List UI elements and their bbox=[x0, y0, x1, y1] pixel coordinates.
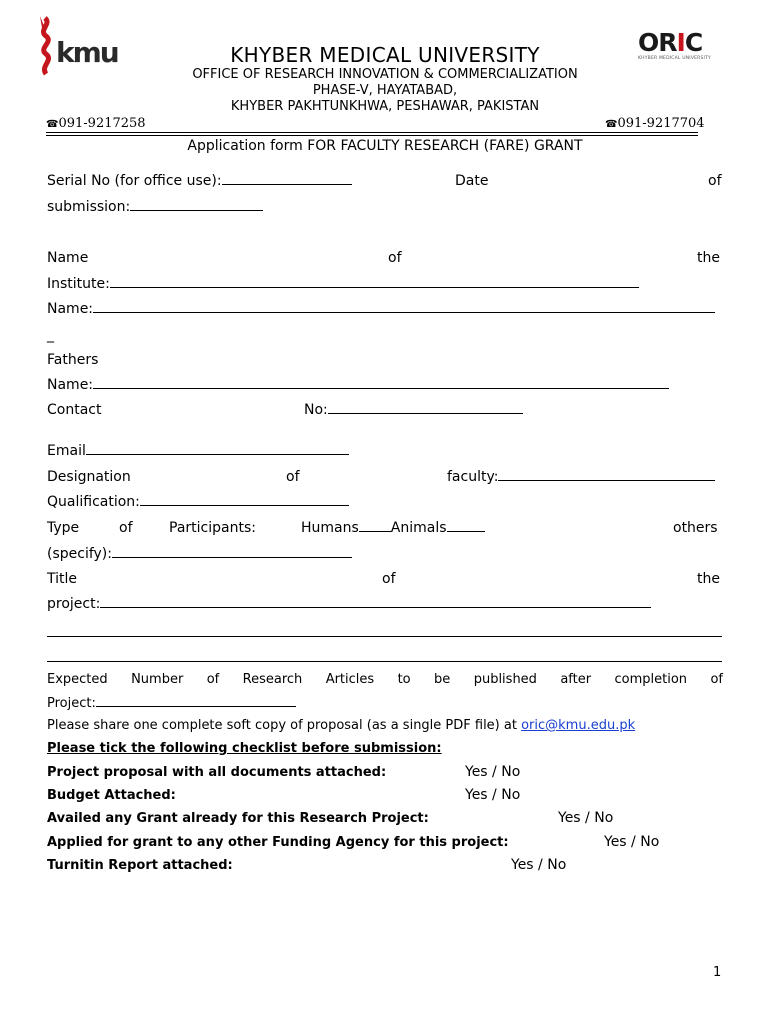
page-number: 1 bbox=[713, 965, 722, 980]
expected-word-4: Research bbox=[242, 672, 303, 687]
fax-right bbox=[605, 116, 705, 131]
share-row bbox=[47, 717, 723, 735]
checklist-item-availed bbox=[47, 810, 723, 828]
designation-of-word: of bbox=[286, 469, 300, 485]
participants-label: Participants: bbox=[169, 520, 256, 536]
expected-word-7: be bbox=[434, 672, 451, 687]
name-input[interactable] bbox=[93, 300, 715, 313]
expected-project-row bbox=[47, 694, 723, 713]
address-line-2: KHYBER PAKHTUNKHWA, PESHAWAR, PAKISTAN bbox=[230, 99, 540, 114]
expected-word-1: Expected bbox=[47, 672, 108, 687]
name-overflow-row bbox=[47, 326, 723, 344]
fax-icon: ☎ bbox=[605, 119, 618, 130]
participants-row bbox=[47, 519, 723, 537]
checklist-heading: Please tick the following checklist before submission: bbox=[47, 741, 442, 756]
project-title-line-2[interactable] bbox=[47, 636, 722, 637]
email-input[interactable] bbox=[86, 442, 349, 455]
email-label: Email bbox=[47, 443, 86, 459]
header-rule-top bbox=[46, 132, 698, 133]
checklist-answer-budget[interactable]: Yes / No bbox=[465, 787, 521, 803]
participants-of-word: of bbox=[119, 520, 133, 536]
title-heading-row bbox=[47, 570, 723, 588]
the-word: the bbox=[697, 250, 720, 266]
title-the-word: the bbox=[697, 571, 720, 587]
checklist-label-proposal: Project proposal with all documents attached: bbox=[47, 765, 387, 780]
phone-icon: ☎ bbox=[46, 119, 59, 130]
animals-input[interactable] bbox=[447, 519, 485, 532]
humans-input[interactable] bbox=[359, 519, 391, 532]
contact-no-group bbox=[304, 401, 523, 419]
checklist-answer-applied[interactable]: Yes / No bbox=[604, 834, 660, 850]
specify-row bbox=[47, 545, 723, 563]
qualification-row bbox=[47, 493, 723, 511]
expected-articles-input[interactable] bbox=[96, 694, 296, 707]
institute-input[interactable] bbox=[110, 275, 639, 288]
name-overflow: _ bbox=[47, 327, 54, 343]
contact-word: Contact bbox=[47, 402, 102, 418]
qualification-label: Qualification: bbox=[47, 494, 140, 510]
faculty-group bbox=[447, 468, 715, 486]
serial-date-row bbox=[47, 172, 723, 190]
checklist-answer-turnitin[interactable]: Yes / No bbox=[511, 857, 567, 873]
institute-row bbox=[47, 275, 723, 293]
checklist-label-budget: Budget Attached: bbox=[47, 788, 176, 803]
oric-logo-text: ORIC bbox=[638, 28, 703, 57]
title-of-word: of bbox=[382, 571, 396, 587]
fathers-name-input[interactable] bbox=[93, 376, 669, 389]
project-title-line-3[interactable] bbox=[47, 661, 722, 662]
contact-input[interactable] bbox=[328, 401, 523, 414]
expected-word-9: after bbox=[560, 672, 592, 687]
fathers-word-row bbox=[47, 351, 723, 369]
expected-word-8: published bbox=[473, 672, 537, 687]
submission-row bbox=[47, 198, 723, 216]
date-of-word: of bbox=[708, 173, 722, 189]
date-word: Date bbox=[455, 173, 489, 189]
project-title-input[interactable] bbox=[100, 595, 651, 608]
checklist-answer-availed[interactable]: Yes / No bbox=[558, 810, 614, 826]
name-row bbox=[47, 300, 723, 318]
oric-logo-tagline: KHYBER MEDICAL UNIVERSITY bbox=[638, 56, 711, 61]
expected-word-10: completion bbox=[614, 672, 688, 687]
designation-input[interactable] bbox=[498, 468, 715, 481]
checklist-item-budget bbox=[47, 787, 723, 805]
expected-word-3: of bbox=[206, 672, 220, 687]
qualification-input[interactable] bbox=[140, 493, 349, 506]
institute-label: Institute: bbox=[47, 276, 110, 292]
address-line-1: PHASE-V, HAYATABAD, bbox=[312, 83, 458, 98]
contact-row bbox=[47, 401, 723, 419]
humans-label: Humans bbox=[301, 520, 359, 536]
others-word: others bbox=[673, 520, 718, 536]
expected-word-2: Number bbox=[131, 672, 184, 687]
phone-left bbox=[46, 116, 146, 131]
fathers-word: Fathers bbox=[47, 352, 99, 368]
serial-label: Serial No (for office use): bbox=[47, 173, 222, 189]
humans-animals-group bbox=[301, 519, 485, 537]
contact-no-label: No: bbox=[304, 402, 328, 418]
expected-articles-row bbox=[47, 671, 723, 689]
expected-word-11: of bbox=[710, 672, 723, 687]
phone-left-number: 091-9217258 bbox=[58, 116, 146, 131]
project-label: project: bbox=[47, 596, 101, 612]
university-name: KHYBER MEDICAL UNIVERSITY bbox=[230, 43, 540, 67]
fathers-name-row bbox=[47, 376, 723, 394]
institute-of-word: of bbox=[388, 250, 402, 266]
expected-word-5: Articles bbox=[325, 672, 375, 687]
animals-label: Animals bbox=[390, 520, 447, 536]
phone-right-number: 091-9217704 bbox=[617, 116, 705, 131]
designation-row bbox=[47, 468, 723, 486]
name-label: Name: bbox=[47, 301, 94, 317]
institute-heading-row bbox=[47, 249, 723, 267]
header-rule-bottom bbox=[46, 135, 698, 136]
project-row bbox=[47, 595, 723, 613]
title-word: Title bbox=[47, 571, 78, 587]
submission-date-input[interactable] bbox=[130, 198, 263, 211]
office-name: OFFICE OF RESEARCH INNOVATION & COMMERCIALIZATION bbox=[192, 67, 578, 82]
checklist-answer-proposal[interactable]: Yes / No bbox=[465, 764, 521, 780]
checklist-item-turnitin bbox=[47, 857, 723, 875]
form-title: Application form FOR FACULTY RESEARCH (FARE) GRANT bbox=[187, 138, 583, 154]
specify-label: (specify): bbox=[47, 546, 112, 562]
checklist-label-availed: Availed any Grant already for this Research Project: bbox=[47, 811, 429, 826]
oric-email-link[interactable]: oric@kmu.edu.pk bbox=[521, 718, 636, 733]
submission-label: submission: bbox=[47, 199, 131, 215]
type-word: Type bbox=[47, 520, 80, 536]
email-row bbox=[47, 442, 723, 460]
checklist-label-turnitin: Turnitin Report attached: bbox=[47, 858, 233, 873]
name-word: Name bbox=[47, 250, 89, 266]
fathers-name-label: Name: bbox=[47, 377, 94, 393]
designation-word: Designation bbox=[47, 469, 131, 485]
faculty-label: faculty: bbox=[447, 469, 499, 485]
kmu-logo-text: kmu bbox=[56, 36, 118, 69]
others-specify-input[interactable] bbox=[112, 545, 352, 558]
expected-word-6: to bbox=[397, 672, 411, 687]
serial-input[interactable] bbox=[222, 172, 352, 185]
share-text: Please share one complete soft copy of proposal (as a single PDF file) at bbox=[47, 718, 522, 733]
checklist-label-applied: Applied for grant to any other Funding Agency for this project: bbox=[47, 835, 509, 850]
expected-project-label: Project: bbox=[47, 696, 96, 711]
checklist-item-proposal bbox=[47, 764, 723, 782]
